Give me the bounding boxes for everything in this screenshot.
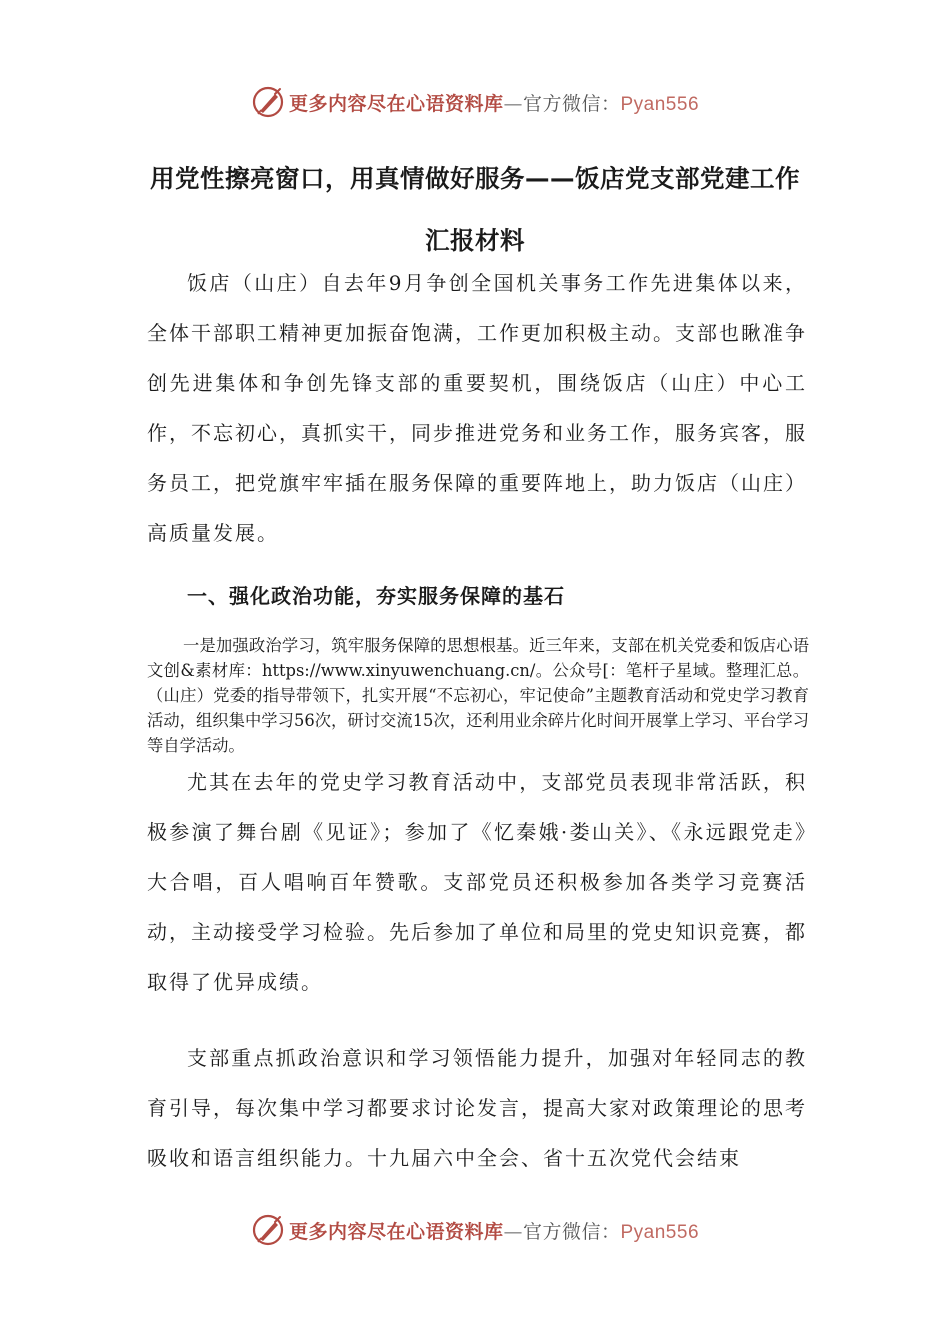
header-watermark-banner: [0, 82, 950, 122]
banner-sub-text: 官方微信：: [522, 1220, 621, 1243]
pen-logo-icon: [251, 85, 285, 119]
banner-main-text: 更多内容尽在心语资料库: [288, 1220, 504, 1243]
banner-main-text: 更多内容尽在心语资料库: [288, 92, 504, 115]
pen-logo-icon: [251, 1213, 285, 1247]
intro-paragraph: 饭店（山庄）自去年9月争创全国机关事务工作先进集体以来，全体干部职工精神更加振奋饱满，工作更加积极主动。支部也瞅准争创先进集体和争创先锋支部的重要契机，围绕饭店（山庄）中心工作，不忘初心，真抓实干，同步推进党务和业务工作，服务宾客，服务员工，把党旗牢牢插在服务保障的重要阵地上，助力饭店（山庄）高质量发展。: [147, 271, 807, 545]
section-heading: 一、强化政治功能，夯实服务保障的基石: [187, 584, 565, 608]
banner-wechat-id: Pyan556: [620, 93, 700, 115]
banner-wechat-id: Pyan556: [620, 1221, 700, 1243]
political-awareness-paragraph: 支部重点抓政治意识和学习领悟能力提升，加强对年轻同志的教育引导，每次集中学习都要求讨论发言，提高大家对政策理论的思考吸收和语言组织能力。十九届六中全会、省十五次党代会结束: [147, 1046, 807, 1170]
banner-dash: —: [503, 92, 523, 115]
banner-text: [289, 1217, 699, 1244]
footer-watermark-banner: [0, 1210, 950, 1250]
document-title: 用党性擦亮窗口，用真情做好服务——饭店党支部党建工作汇报材料: [150, 164, 800, 255]
study-paragraph: 一是加强政治学习，筑牢服务保障的思想根基。近三年来，支部在机关党委和饭店心语文创&素材库：https://www.xinyuwenchuang.cn/。公众号[：笔杆子星域。整理汇总。（山庄）党委的指导带领下，扎实开展“不忘初心，牢记使命”主题教育活动和党史学习教育活动，组织集中学习56次，研讨交流15次，还利用业余碎片化时间开展掌上学习、平台学习等自学活动。: [147, 636, 809, 755]
party-history-paragraph: 尤其在去年的党史学习教育活动中，支部党员表现非常活跃，积极参演了舞台剧《见证》；参加了《忆秦娥·娄山关》、《永远跟党走》大合唱，百人唱响百年赞歌。支部党员还积极参加各类学习竞赛活动，主动接受学习检验。先后参加了单位和局里的党史知识竞赛，都取得了优异成绩。: [147, 770, 807, 994]
banner-text: [289, 89, 699, 116]
banner-sub-text: 官方微信：: [522, 92, 621, 115]
banner-dash: —: [503, 1220, 523, 1243]
